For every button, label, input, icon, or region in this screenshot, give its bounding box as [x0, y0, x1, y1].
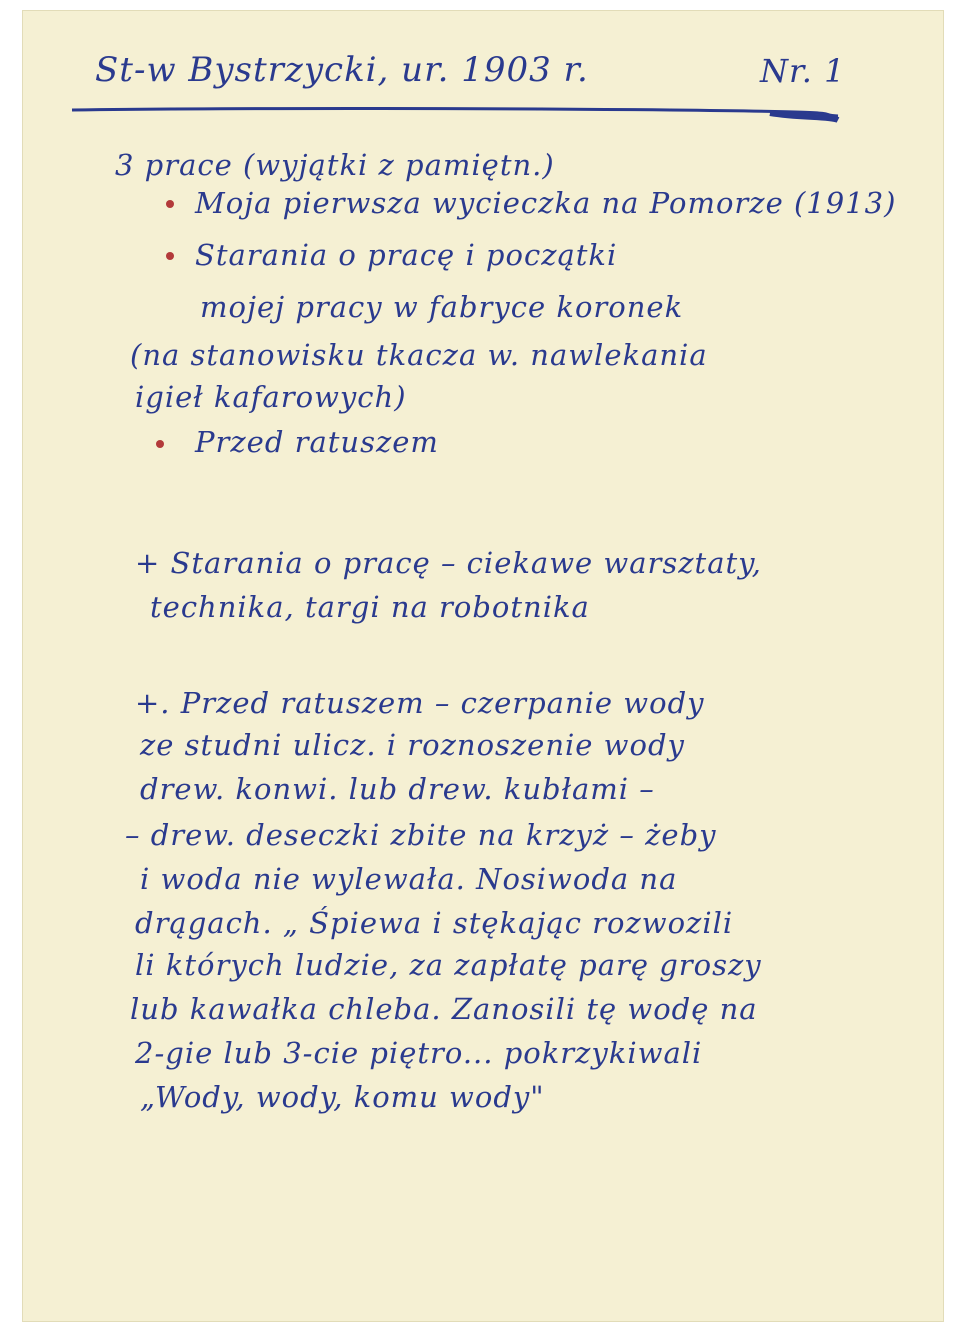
- title-underline: [70, 98, 840, 124]
- bullet-dot: [156, 440, 164, 448]
- note-2-line-8: lub kawałka chleba. Zanosili tę wodę na: [130, 992, 758, 1026]
- note-2-line-10: „Wody, wody, komu wody": [140, 1080, 545, 1114]
- intro-line: 3 prace (wyjątki z pamiętn.): [115, 148, 555, 182]
- page-title: St-w Bystrzycki, ur. 1903 r.: [95, 50, 589, 90]
- bullet-2-line-3: (na stanowisku tkacza w. nawlekania: [130, 338, 708, 372]
- note-2-line-4: – drew. deseczki zbite na krzyż – żeby: [125, 818, 717, 852]
- note-1-line-2: technika, targi na robotnika: [150, 590, 590, 624]
- note-2-line-2: ze studni ulicz. i roznoszenie wody: [140, 728, 685, 762]
- bullet-2-line-1: Starania o pracę i początki: [195, 238, 618, 272]
- bullet-3-line-1: Przed ratuszem: [195, 425, 439, 459]
- bullet-1-line-1: Moja pierwsza wycieczka na Pomorze (1913): [195, 186, 897, 220]
- note-2-line-6: drągach. „ Śpiewa i stękając rozwozili: [135, 906, 734, 940]
- note-2-line-7: li których ludzie, za zapłatę parę groszy: [135, 948, 762, 982]
- bullet-2-line-4: igieł kafarowych): [135, 380, 407, 414]
- page-number: Nr. 1: [760, 52, 846, 90]
- note-2-line-5: i woda nie wylewała. Nosiwoda na: [140, 862, 678, 896]
- note-2-line-1: +. Przed ratuszem – czerpanie wody: [135, 686, 705, 720]
- note-2-line-3: drew. konwi. lub drew. kubłami –: [140, 772, 655, 806]
- bullet-2-line-2: mojej pracy w fabryce koronek: [200, 290, 684, 324]
- note-1-line-1: + Starania o pracę – ciekawe warsztaty,: [135, 546, 762, 580]
- note-2-line-9: 2-gie lub 3-cie piętro... pokrzykiwali: [135, 1036, 703, 1070]
- bullet-dot: [166, 252, 174, 260]
- bullet-dot: [166, 200, 174, 208]
